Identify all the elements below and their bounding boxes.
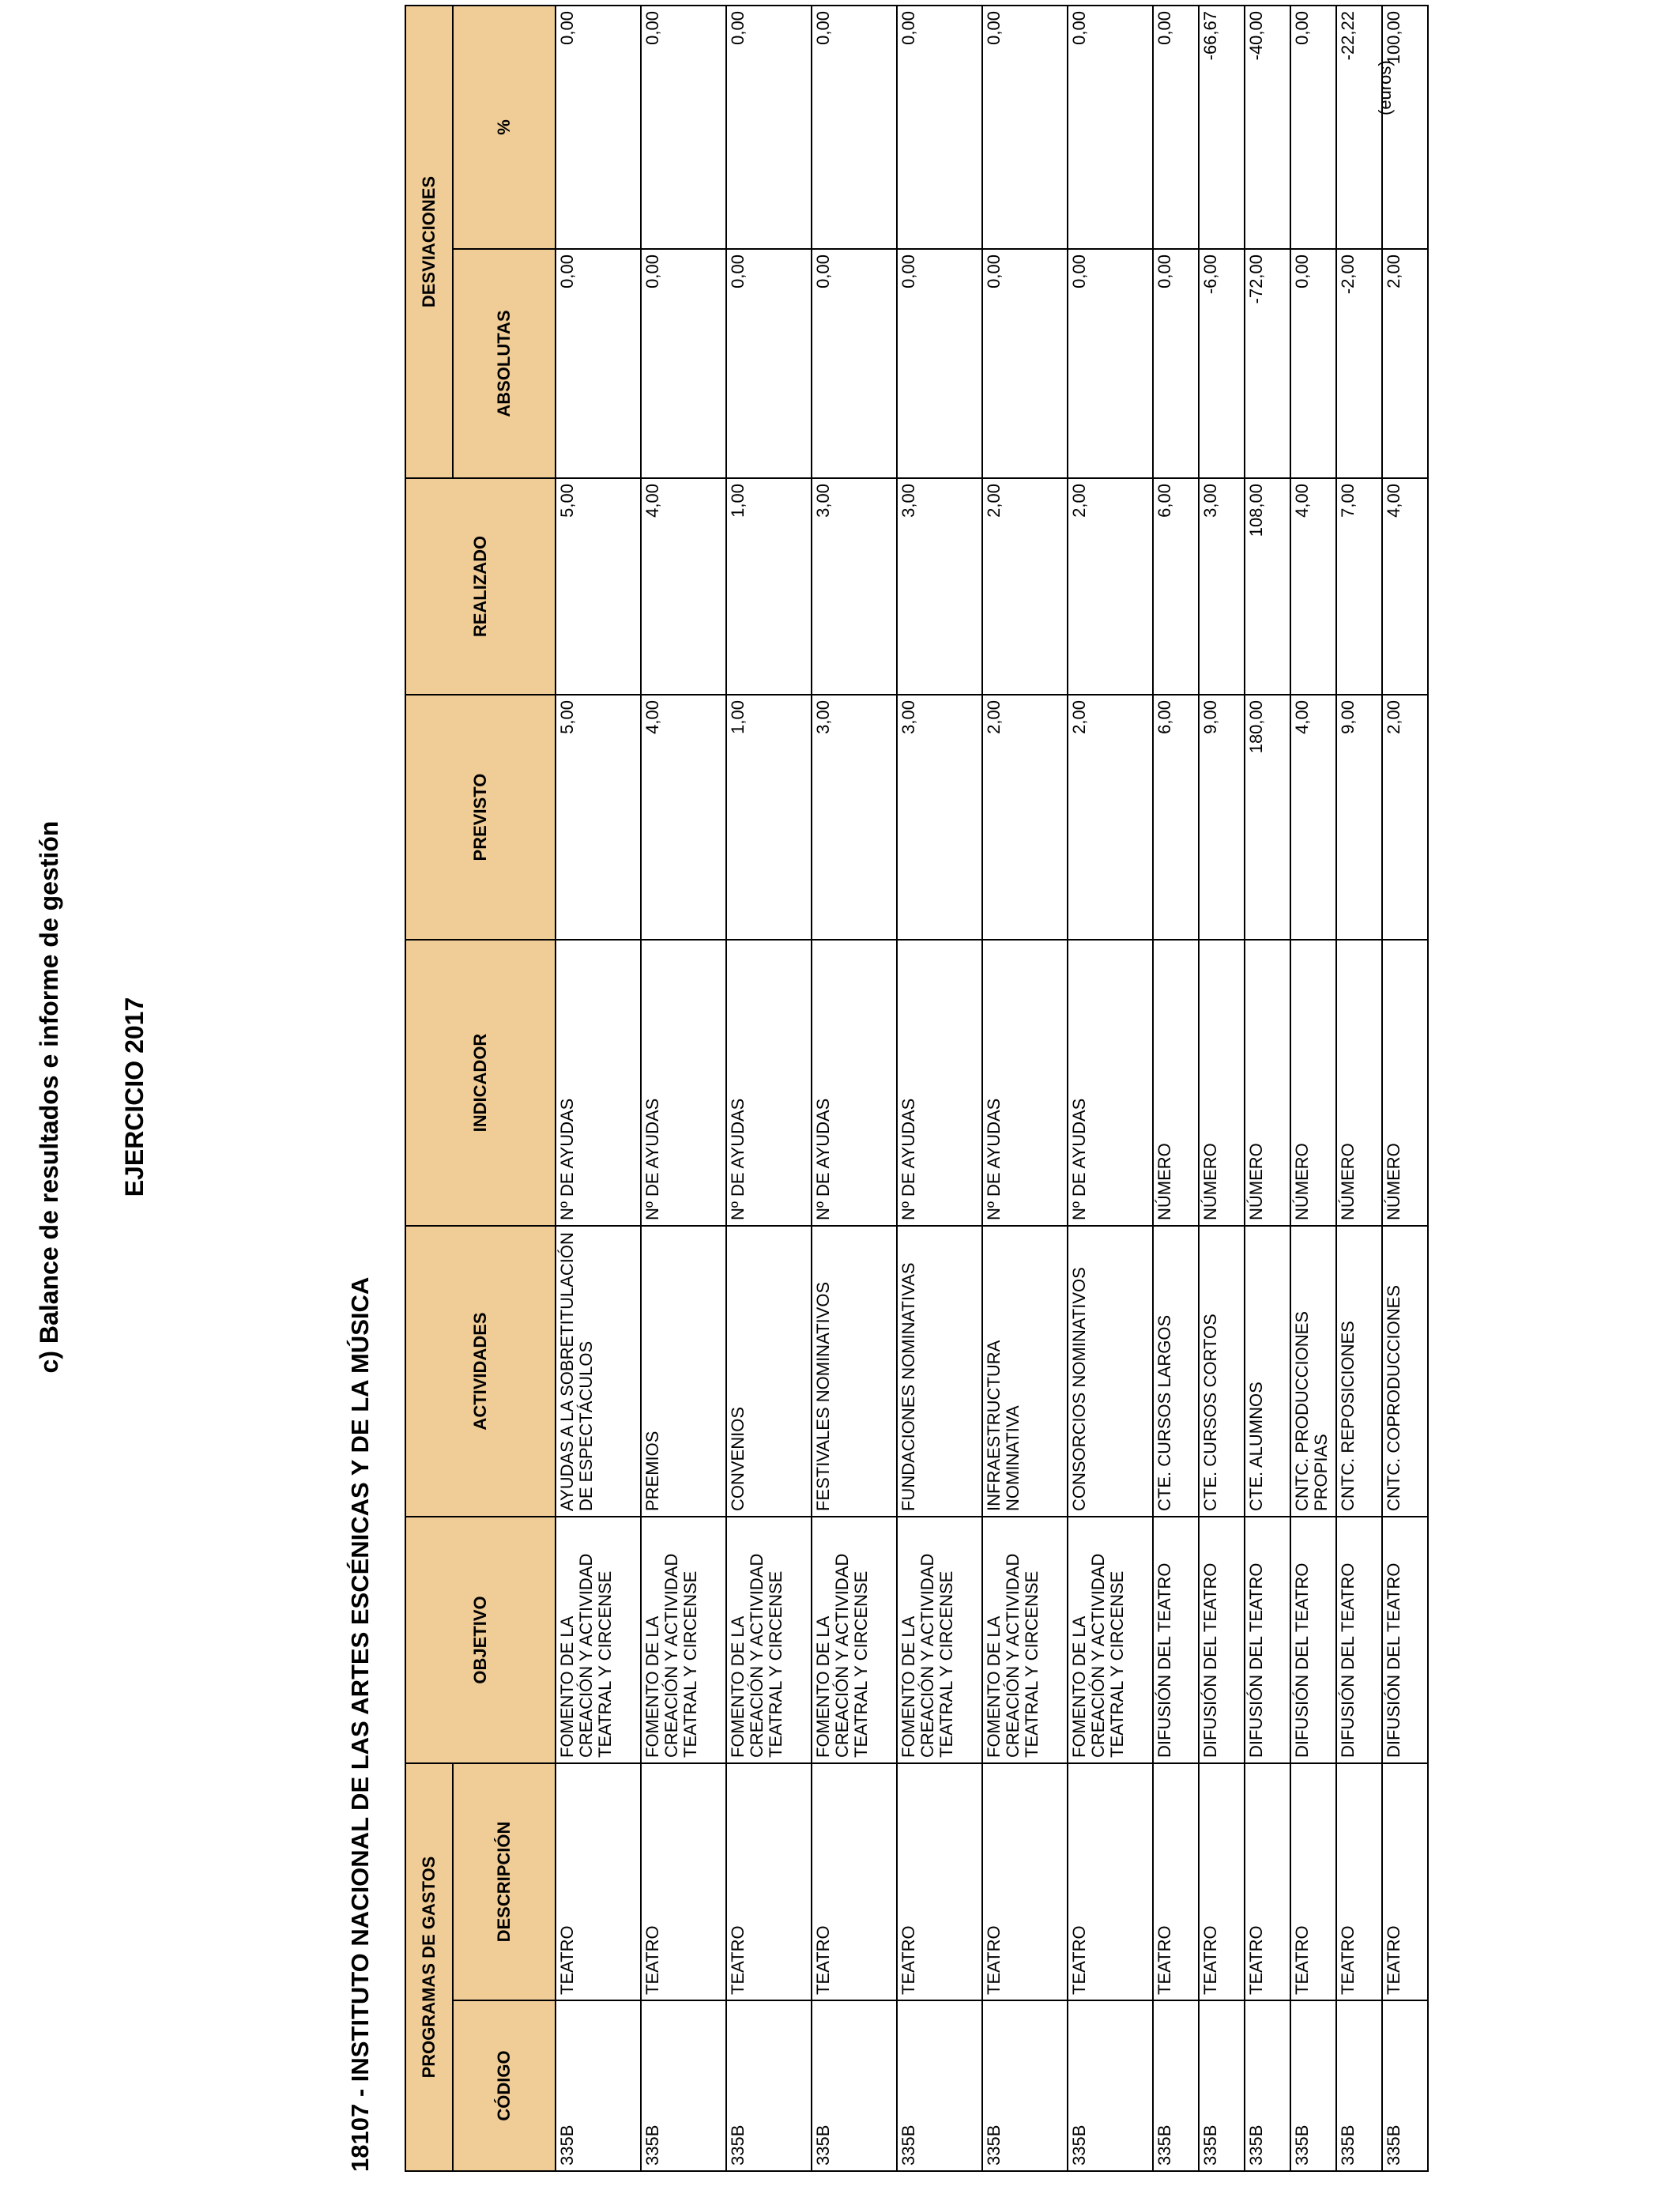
table-row [1068,6,1153,2171]
cell-realizado: 4,00 [1290,478,1336,695]
cell-actividades: CONSORCIOS NOMINATIVOS [1068,1226,1153,1517]
table-row [1245,6,1290,2171]
cell-realizado: 4,00 [641,478,726,695]
cell-porcentaje: 0,00 [641,6,726,249]
table-row [812,6,897,2171]
cell-indicador: Nº DE AYUDAS [1068,940,1153,1226]
cell-codigo: 335B [1382,2000,1428,2171]
cell-absolutas: 0,00 [812,249,897,478]
cell-realizado: 5,00 [556,478,641,695]
cell-codigo: 335B [556,2000,641,2171]
cell-objetivo: DIFUSIÓN DEL TEATRO [1245,1517,1290,1763]
column-header-indicador: INDICADOR [405,940,556,1226]
cell-objetivo: DIFUSIÓN DEL TEATRO [1336,1517,1382,1763]
cell-absolutas: 0,00 [1290,249,1336,478]
cell-objetivo: FOMENTO DE LA CREACIÓN Y ACTIVIDAD TEATRAL Y CIRCENSE [1068,1517,1153,1763]
table-row [556,6,641,2171]
cell-absolutas: 0,00 [1153,249,1199,478]
group-header-programas: PROGRAMAS DE GASTOS [405,1763,453,2171]
cell-codigo: 335B [982,2000,1068,2171]
cell-absolutas: -72,00 [1245,249,1290,478]
cell-previsto: 2,00 [1068,695,1153,940]
cell-previsto: 2,00 [1382,695,1428,940]
cell-actividades: CNTC. PRODUCCIONES PROPIAS [1290,1226,1336,1517]
table-row [641,6,726,2171]
cell-indicador: NÚMERO [1382,940,1428,1226]
cell-indicador: Nº DE AYUDAS [641,940,726,1226]
table-row [1199,6,1245,2171]
cell-codigo: 335B [1336,2000,1382,2171]
cell-actividades: PREMIOS [641,1226,726,1517]
cell-porcentaje: 0,00 [1068,6,1153,249]
table-row [1382,6,1428,2171]
cell-codigo: 335B [1153,2000,1199,2171]
cell-porcentaje: 0,00 [556,6,641,249]
cell-codigo: 335B [1290,2000,1336,2171]
cell-objetivo: DIFUSIÓN DEL TEATRO [1153,1517,1199,1763]
cell-descripcion: TEATRO [1290,1763,1336,2000]
table-row [1290,6,1336,2171]
cell-previsto: 180,00 [1245,695,1290,940]
cell-porcentaje: 0,00 [812,6,897,249]
cell-actividades: CTE. CURSOS LARGOS [1153,1226,1199,1517]
cell-codigo: 335B [812,2000,897,2171]
cell-realizado: 3,00 [1199,478,1245,695]
cell-previsto: 9,00 [1199,695,1245,940]
column-header-absolutas: ABSOLUTAS [453,249,556,478]
cell-descripcion: TEATRO [812,1763,897,2000]
cell-realizado: 6,00 [1153,478,1199,695]
cell-realizado: 4,00 [1382,478,1428,695]
cell-indicador: Nº DE AYUDAS [812,940,897,1226]
cell-descripcion: TEATRO [1382,1763,1428,2000]
cell-descripcion: TEATRO [641,1763,726,2000]
cell-actividades: FUNDACIONES NOMINATIVAS [897,1226,982,1517]
cell-descripcion: TEATRO [982,1763,1068,2000]
cell-porcentaje: 0,00 [897,6,982,249]
cell-actividades: CONVENIOS [726,1226,812,1517]
cell-codigo: 335B [1199,2000,1245,2171]
cell-objetivo: FOMENTO DE LA CREACIÓN Y ACTIVIDAD TEATRAL Y CIRCENSE [641,1517,726,1763]
cell-porcentaje: -22,22 [1336,6,1382,249]
cell-descripcion: TEATRO [1245,1763,1290,2000]
results-table [405,5,1429,2172]
cell-realizado: 1,00 [726,478,812,695]
cell-objetivo: FOMENTO DE LA CREACIÓN Y ACTIVIDAD TEATRAL Y CIRCENSE [556,1517,641,1763]
cell-objetivo: DIFUSIÓN DEL TEATRO [1290,1517,1336,1763]
cell-absolutas: 0,00 [556,249,641,478]
cell-previsto: 9,00 [1336,695,1382,940]
cell-previsto: 4,00 [1290,695,1336,940]
column-header-actividades: ACTIVIDADES [405,1226,556,1517]
cell-porcentaje: 100,00 [1382,6,1428,249]
table-row [1153,6,1199,2171]
cell-realizado: 108,00 [1245,478,1290,695]
column-header-objetivo: OBJETIVO [405,1517,556,1763]
cell-previsto: 6,00 [1153,695,1199,940]
cell-indicador: NÚMERO [1245,940,1290,1226]
cell-absolutas: 0,00 [897,249,982,478]
cell-descripcion: TEATRO [1336,1763,1382,2000]
table-row [897,6,982,2171]
cell-previsto: 1,00 [726,695,812,940]
cell-absolutas: -2,00 [1336,249,1382,478]
cell-actividades: AYUDAS A LA SOBRETITULACIÓN DE ESPECTÁCULOS [556,1226,641,1517]
cell-indicador: NÚMERO [1199,940,1245,1226]
table-row [726,6,812,2171]
section-title: c) Balance de resultados e informe de gestión [35,820,63,1374]
cell-objetivo: DIFUSIÓN DEL TEATRO [1199,1517,1245,1763]
cell-realizado: 3,00 [812,478,897,695]
cell-objetivo: FOMENTO DE LA CREACIÓN Y ACTIVIDAD TEATRAL Y CIRCENSE [726,1517,812,1763]
table-row [982,6,1068,2171]
cell-indicador: Nº DE AYUDAS [556,940,641,1226]
cell-indicador: Nº DE AYUDAS [982,940,1068,1226]
cell-actividades: FESTIVALES NOMINATIVOS [812,1226,897,1517]
exercise-title: EJERCICIO 2017 [120,997,149,1197]
cell-indicador: Nº DE AYUDAS [897,940,982,1226]
column-header-previsto: PREVISTO [405,695,556,940]
cell-previsto: 5,00 [556,695,641,940]
cell-previsto: 2,00 [982,695,1068,940]
cell-codigo: 335B [726,2000,812,2171]
cell-actividades: INFRAESTRUCTURA NOMINATIVA [982,1226,1068,1517]
cell-descripcion: TEATRO [897,1763,982,2000]
column-header-realizado: REALIZADO [405,478,556,695]
cell-descripcion: TEATRO [556,1763,641,2000]
table-row [1336,6,1382,2171]
column-header-codigo: CÓDIGO [453,2000,556,2171]
cell-absolutas: 2,00 [1382,249,1428,478]
cell-absolutas: 0,00 [641,249,726,478]
cell-actividades: CNTC. REPOSICIONES [1336,1226,1382,1517]
cell-actividades: CTE. ALUMNOS [1245,1226,1290,1517]
cell-realizado: 2,00 [982,478,1068,695]
cell-codigo: 335B [1245,2000,1290,2171]
cell-codigo: 335B [897,2000,982,2171]
cell-actividades: CTE. CURSOS CORTOS [1199,1226,1245,1517]
column-header-porcentaje: % [453,6,556,249]
cell-objetivo: DIFUSIÓN DEL TEATRO [1382,1517,1428,1763]
cell-indicador: Nº DE AYUDAS [726,940,812,1226]
cell-previsto: 3,00 [897,695,982,940]
cell-descripcion: TEATRO [1199,1763,1245,2000]
cell-realizado: 2,00 [1068,478,1153,695]
cell-realizado: 3,00 [897,478,982,695]
cell-codigo: 335B [641,2000,726,2171]
cell-absolutas: 0,00 [1068,249,1153,478]
cell-porcentaje: 0,00 [982,6,1068,249]
cell-objetivo: FOMENTO DE LA CREACIÓN Y ACTIVIDAD TEATRAL Y CIRCENSE [897,1517,982,1763]
cell-codigo: 335B [1068,2000,1153,2171]
cell-porcentaje: -66,67 [1199,6,1245,249]
table-body [556,6,1428,2171]
group-header-desviaciones: DESVIACIONES [405,6,453,478]
cell-indicador: NÚMERO [1290,940,1336,1226]
cell-descripcion: TEATRO [726,1763,812,2000]
cell-absolutas: 0,00 [726,249,812,478]
cell-actividades: CNTC. COPRODUCCIONES [1382,1226,1428,1517]
cell-porcentaje: 0,00 [1153,6,1199,249]
cell-descripcion: TEATRO [1068,1763,1153,2000]
cell-descripcion: TEATRO [1153,1763,1199,2000]
currency-note: (euros) [1375,60,1395,115]
cell-absolutas: 0,00 [982,249,1068,478]
cell-realizado: 7,00 [1336,478,1382,695]
cell-objetivo: FOMENTO DE LA CREACIÓN Y ACTIVIDAD TEATRAL Y CIRCENSE [982,1517,1068,1763]
cell-absolutas: -6,00 [1199,249,1245,478]
cell-previsto: 4,00 [641,695,726,940]
entity-title: 18107 - INSTITUTO NACIONAL DE LAS ARTES ESCÉNICAS Y DE LA MÚSICA [346,1276,374,2172]
cell-objetivo: FOMENTO DE LA CREACIÓN Y ACTIVIDAD TEATRAL Y CIRCENSE [812,1517,897,1763]
cell-indicador: NÚMERO [1336,940,1382,1226]
cell-indicador: NÚMERO [1153,940,1199,1226]
cell-previsto: 3,00 [812,695,897,940]
cell-porcentaje: 0,00 [1290,6,1336,249]
cell-porcentaje: 0,00 [726,6,812,249]
column-header-descripcion: DESCRIPCIÓN [453,1763,556,2000]
cell-porcentaje: -40,00 [1245,6,1290,249]
